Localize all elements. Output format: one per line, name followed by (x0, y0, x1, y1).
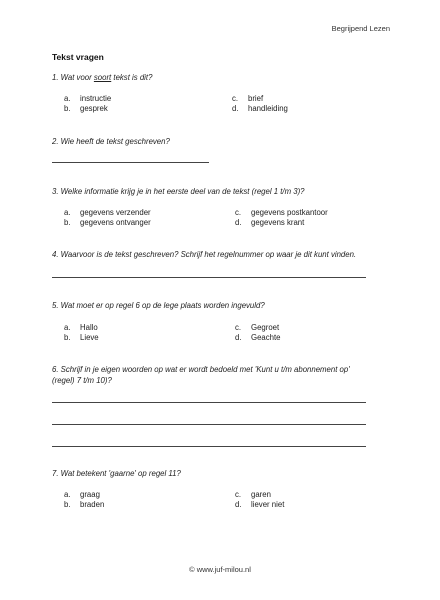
option-1d: d. handleiding (232, 104, 288, 113)
answer-line-6a[interactable] (52, 402, 366, 403)
option-1c: c. brief (232, 94, 264, 103)
option-3d: d. gegevens krant (235, 218, 305, 227)
option-1a: a. instructie (64, 94, 112, 103)
option-7b: b. braden (64, 500, 105, 509)
question-2: 2. Wie heeft de tekst geschreven? (52, 137, 170, 146)
option-3a: a. gegevens verzender (64, 208, 151, 217)
header-label: Begrijpend Lezen (331, 24, 390, 33)
question-3: 3. Welke informatie krijg je in het eerste deel van de tekst (regel 1 t/m 3)? (52, 187, 305, 196)
page-title: Tekst vragen (52, 52, 104, 62)
answer-line-4[interactable] (52, 277, 366, 278)
option-3b: b. gegevens ontvanger (64, 218, 151, 227)
option-1b: b. gesprek (64, 104, 108, 113)
option-3c: c. gegevens postkantoor (235, 208, 328, 217)
question-1: 1. Wat voor soort tekst is dit? (52, 73, 153, 82)
answer-line-2[interactable] (52, 162, 209, 163)
answer-line-6b[interactable] (52, 424, 366, 425)
option-5b: b. Lieve (64, 333, 99, 342)
option-5c: c. Gegroet (235, 323, 280, 332)
option-7c: c. garen (235, 490, 271, 499)
footer-copyright: © www.juf-milou.nl (189, 565, 251, 574)
question-4: 4. Waarvoor is de tekst geschreven? Schrijf het regelnummer op waar je dit kunt vinden. (52, 250, 357, 259)
answer-line-6c[interactable] (52, 446, 366, 447)
option-7d: d. liever niet (235, 500, 285, 509)
option-5d: d. Geachte (235, 333, 281, 342)
question-7: 7. Wat betekent 'gaarne' op regel 11? (52, 469, 181, 478)
question-6: 6. Schrijf in je eigen woorden op wat er wordt bedoeld met 'Kunt u t/m abonnement op' (regel) 7 t/m 10)? (52, 365, 350, 385)
question-5: 5. Wat moet er op regel 6 op de lege plaats worden ingevuld? (52, 301, 265, 310)
option-5a: a. Hallo (64, 323, 98, 332)
option-7a: a. graag (64, 490, 100, 499)
